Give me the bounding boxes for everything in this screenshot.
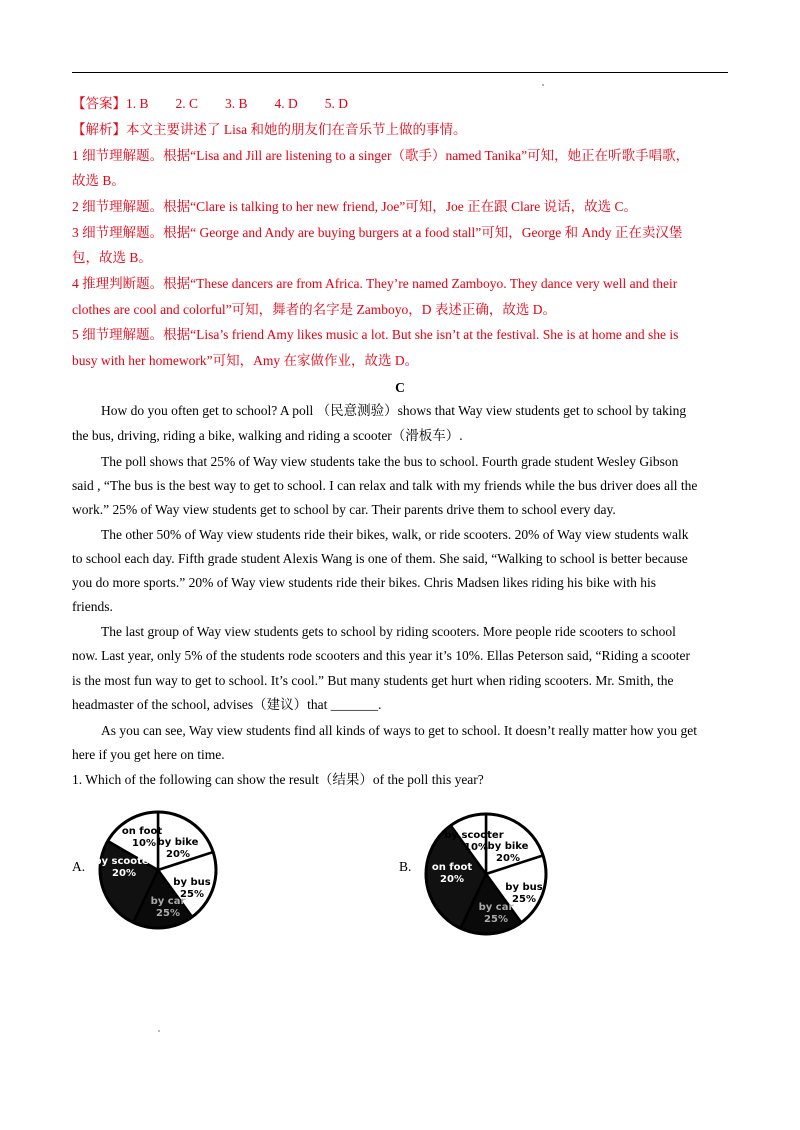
answer-1: 1. B bbox=[126, 96, 149, 111]
passage-line: you do more sports.” 20% of Way view students ride their bikes. Chris Madsen likes riding his bike with his bbox=[72, 575, 656, 590]
passage-line: is the most fun way to get to school. It’s cool.” But many students get hurt when riding scooters. Mr. Smith, the bbox=[72, 673, 674, 688]
option-a-pie-chart[interactable] bbox=[92, 806, 224, 930]
passage-line: headmaster of the school, advises（建议）that _______. bbox=[72, 697, 382, 712]
explanation-line: 5 细节理解题。根据“Lisa’s friend Amy likes music a lot. But she isn’t at the festival. She is at home and she is bbox=[72, 327, 679, 342]
option-a-label[interactable]: A. bbox=[72, 859, 86, 874]
value-by-scooter: 20% bbox=[112, 868, 136, 879]
analysis-line bbox=[72, 118, 467, 142]
passage-line: to school each day. Fifth grade student Alexis Wang is one of them. She said, “Walking to school is better because bbox=[72, 551, 688, 566]
label-by-scooter: by scooter bbox=[444, 830, 504, 841]
explanation-line: 3 细节理解题。根据“ George and Andy are buying burgers at a food stall”可知，George 和 Andy 正在卖汉堡 bbox=[72, 225, 683, 240]
label-by-car: by car bbox=[150, 896, 186, 907]
value-by-bike: 20% bbox=[166, 849, 190, 860]
value-by-bus: 25% bbox=[180, 889, 204, 900]
question-text: 1. Which of the following can show the result（结果）of the poll this year? bbox=[72, 772, 484, 787]
passage-line: The last group of Way view students gets to school by riding scooters. More people ride scooters to school bbox=[101, 624, 676, 639]
value-by-bus: 25% bbox=[512, 894, 536, 905]
label-by-bike: by bike bbox=[487, 841, 529, 852]
answer-3: 3. B bbox=[225, 96, 248, 111]
label-by-scooter: by scooter bbox=[94, 856, 154, 867]
passage-line: work.” 25% of Way view students get to school by car. Their parents drive them to school every day. bbox=[72, 502, 616, 517]
label-on-foot: on foot bbox=[431, 862, 473, 873]
passage-line: now. Last year, only 5% of the students rode scooters and this year it’s 10%. Ellas Peterson said, “Riding a scooter bbox=[72, 648, 690, 663]
answer-tag: 【答案】 bbox=[72, 96, 126, 111]
label-by-bike: by bike bbox=[157, 837, 199, 848]
passage-line: As you can see, Way view students find all kinds of ways to get to school. It doesn’t really matter how you get bbox=[101, 723, 698, 738]
option-b-pie-chart[interactable] bbox=[420, 806, 552, 940]
value-by-scooter: 10% bbox=[464, 842, 488, 853]
answer-4: 4. D bbox=[274, 96, 298, 111]
value-by-bike: 20% bbox=[496, 853, 520, 864]
analysis-text: 本文主要讲述了 Lisa 和她的朋友们在音乐节上做的事情。 bbox=[126, 122, 467, 137]
explanation-line: clothes are cool and colorful”可知，舞者的名字是 Zamboyo，D 表述正确，故选 D。 bbox=[72, 302, 557, 317]
value-on-foot: 20% bbox=[440, 874, 464, 885]
label-by-car: by car bbox=[478, 902, 514, 913]
section-letter: C bbox=[395, 380, 405, 395]
answer-line bbox=[72, 92, 348, 116]
label-by-bus: by bus bbox=[505, 882, 543, 893]
header-speck bbox=[542, 84, 544, 86]
value-on-foot: 10% bbox=[132, 838, 156, 849]
passage-line: The other 50% of Way view students ride their bikes, walk, or ride scooters. 20% of Way view students walk bbox=[101, 527, 689, 542]
explanation-line: 包，故选 B。 bbox=[72, 250, 152, 265]
passage-line: friends. bbox=[72, 599, 113, 614]
passage-line: the bus, driving, riding a bike, walking and riding a scooter（滑板车）. bbox=[72, 428, 463, 443]
explanation-line: 4 推理判断题。根据“These dancers are from Africa. They’re named Zamboyo. They dance very well and their bbox=[72, 276, 678, 291]
answer-5: 5. D bbox=[324, 96, 349, 111]
passage-line: The poll shows that 25% of Way view students take the bus to school. Fourth grade student Wesley Gibson bbox=[101, 454, 679, 469]
explanation-line: busy with her homework”可知，Amy 在家做作业，故选 D。 bbox=[72, 353, 419, 368]
page-speck bbox=[158, 1030, 160, 1032]
value-by-car: 25% bbox=[484, 914, 508, 925]
passage-line: said , “The bus is the best way to get to school. I can relax and talk with my friends while the bus driver does all the bbox=[72, 478, 698, 493]
option-b-label[interactable]: B. bbox=[399, 859, 412, 874]
explanation-line: 1 细节理解题。根据“Lisa and Jill are listening to a singer（歌手）named Tanika”可知，她正在听歌手唱歌， bbox=[72, 148, 690, 163]
label-by-bus: by bus bbox=[173, 877, 211, 888]
passage-line: here if you get here on time. bbox=[72, 747, 225, 762]
explanation-line: 故选 B。 bbox=[72, 173, 125, 188]
answer-2: 2. C bbox=[175, 96, 199, 111]
analysis-tag: 【解析】 bbox=[72, 122, 126, 137]
label-on-foot: on foot bbox=[121, 826, 163, 837]
header-rule bbox=[72, 72, 728, 73]
value-by-car: 25% bbox=[156, 908, 180, 919]
explanation-line: 2 细节理解题。根据“Clare is talking to her new friend, Joe”可知，Joe 正在跟 Clare 说话，故选 C。 bbox=[72, 199, 638, 214]
passage-line: How do you often get to school? A poll （民意测验）shows that Way view students get to school by taking bbox=[101, 403, 687, 418]
